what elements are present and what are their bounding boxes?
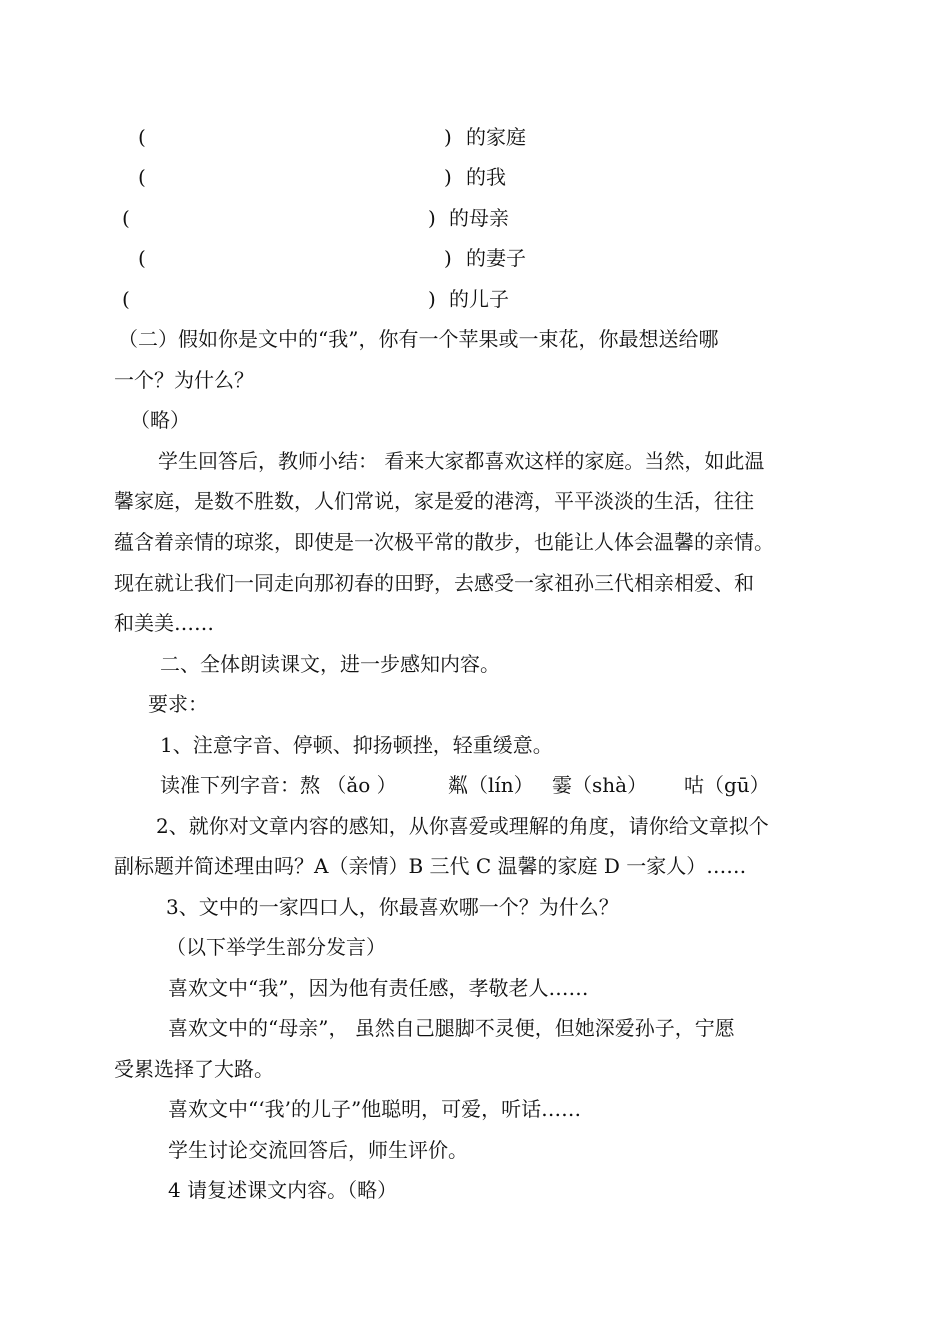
blank-label: 的家庭 xyxy=(466,125,526,149)
section-2-heading: 二、全体朗读课文，进一步感知内容。 xyxy=(160,652,500,676)
requirement-item-2-line-1: 2、就你对文章内容的感知，从你喜爱或理解的角度，请你给文章拟个 xyxy=(156,814,769,838)
summary-line-4: 现在就让我们一同走向那初春的田野，去感受一家祖孙三代相亲相爱、和 xyxy=(114,571,754,595)
pronunciation-word-3: 霎（shà） xyxy=(552,773,648,797)
question-2-line-2: 一个？为什么？ xyxy=(114,368,254,392)
blank-label: 的母亲 xyxy=(449,206,509,230)
student-speech-2-line-1: 喜欢文中的“母亲”， 虽然自己腿脚不灵便，但她深爱孙子，宁愿 xyxy=(168,1016,735,1040)
requirement-item-4: 4 请复述课文内容。（略） xyxy=(168,1178,398,1202)
close-paren: ) xyxy=(444,125,452,149)
summary-line-2: 馨家庭，是数不胜数，人们常说，家是爱的港湾，平平淡淡的生活，往往 xyxy=(114,489,754,513)
summary-line-1: 学生回答后，教师小结： 看来大家都喜欢这样的家庭。当然，如此温 xyxy=(158,449,765,473)
question-2-answer: （略） xyxy=(130,408,190,432)
requirement-item-3: 3、文中的一家四口人，你最喜欢哪一个？为什么？ xyxy=(166,895,619,919)
open-paren: ( xyxy=(138,246,146,270)
close-paren: ) xyxy=(428,206,436,230)
question-2-line-1: （二）假如你是文中的“我”，你有一个苹果或一束花，你最想送给哪 xyxy=(118,327,719,351)
open-paren: ( xyxy=(122,206,130,230)
discussion-note: 学生讨论交流回答后，师生评价。 xyxy=(168,1138,468,1162)
close-paren: ) xyxy=(428,287,436,311)
close-paren: ) xyxy=(444,165,452,189)
blank-label: 的妻子 xyxy=(466,246,526,270)
requirement-item-1: 1、注意字音、停顿、抑扬顿挫，轻重缓意。 xyxy=(160,733,553,757)
pronunciation-word-4: 咕（gū） xyxy=(684,773,770,797)
requirement-item-2-line-2: 副标题并简述理由吗？A（亲情）B 三代 C 温馨的家庭 D 一家人）…… xyxy=(114,854,747,878)
pronunciation-word-2: 粼（lín） xyxy=(448,773,534,797)
student-speech-3: 喜欢文中“‘我’的儿子”他聪明，可爱，听话…… xyxy=(168,1097,582,1121)
pronunciation-prefix: 读准下列字音：熬 （ǎo ） xyxy=(160,773,397,797)
requirements-label: 要求： xyxy=(148,692,208,716)
close-paren: ) xyxy=(444,246,452,270)
student-speech-1: 喜欢文中“我”，因为他有责任感，孝敬老人…… xyxy=(168,976,589,1000)
open-paren: ( xyxy=(138,125,146,149)
open-paren: ( xyxy=(138,165,146,189)
speech-intro: （以下举学生部分发言） xyxy=(166,935,386,959)
summary-line-5: 和美美…… xyxy=(114,611,214,635)
blank-label: 的我 xyxy=(466,165,506,189)
student-speech-2-line-2: 受累选择了大路。 xyxy=(114,1057,274,1081)
open-paren: ( xyxy=(122,287,130,311)
blank-label: 的儿子 xyxy=(449,287,509,311)
summary-line-3: 蕴含着亲情的琼浆，即使是一次极平常的散步，也能让人体会温馨的亲情。 xyxy=(114,530,774,554)
